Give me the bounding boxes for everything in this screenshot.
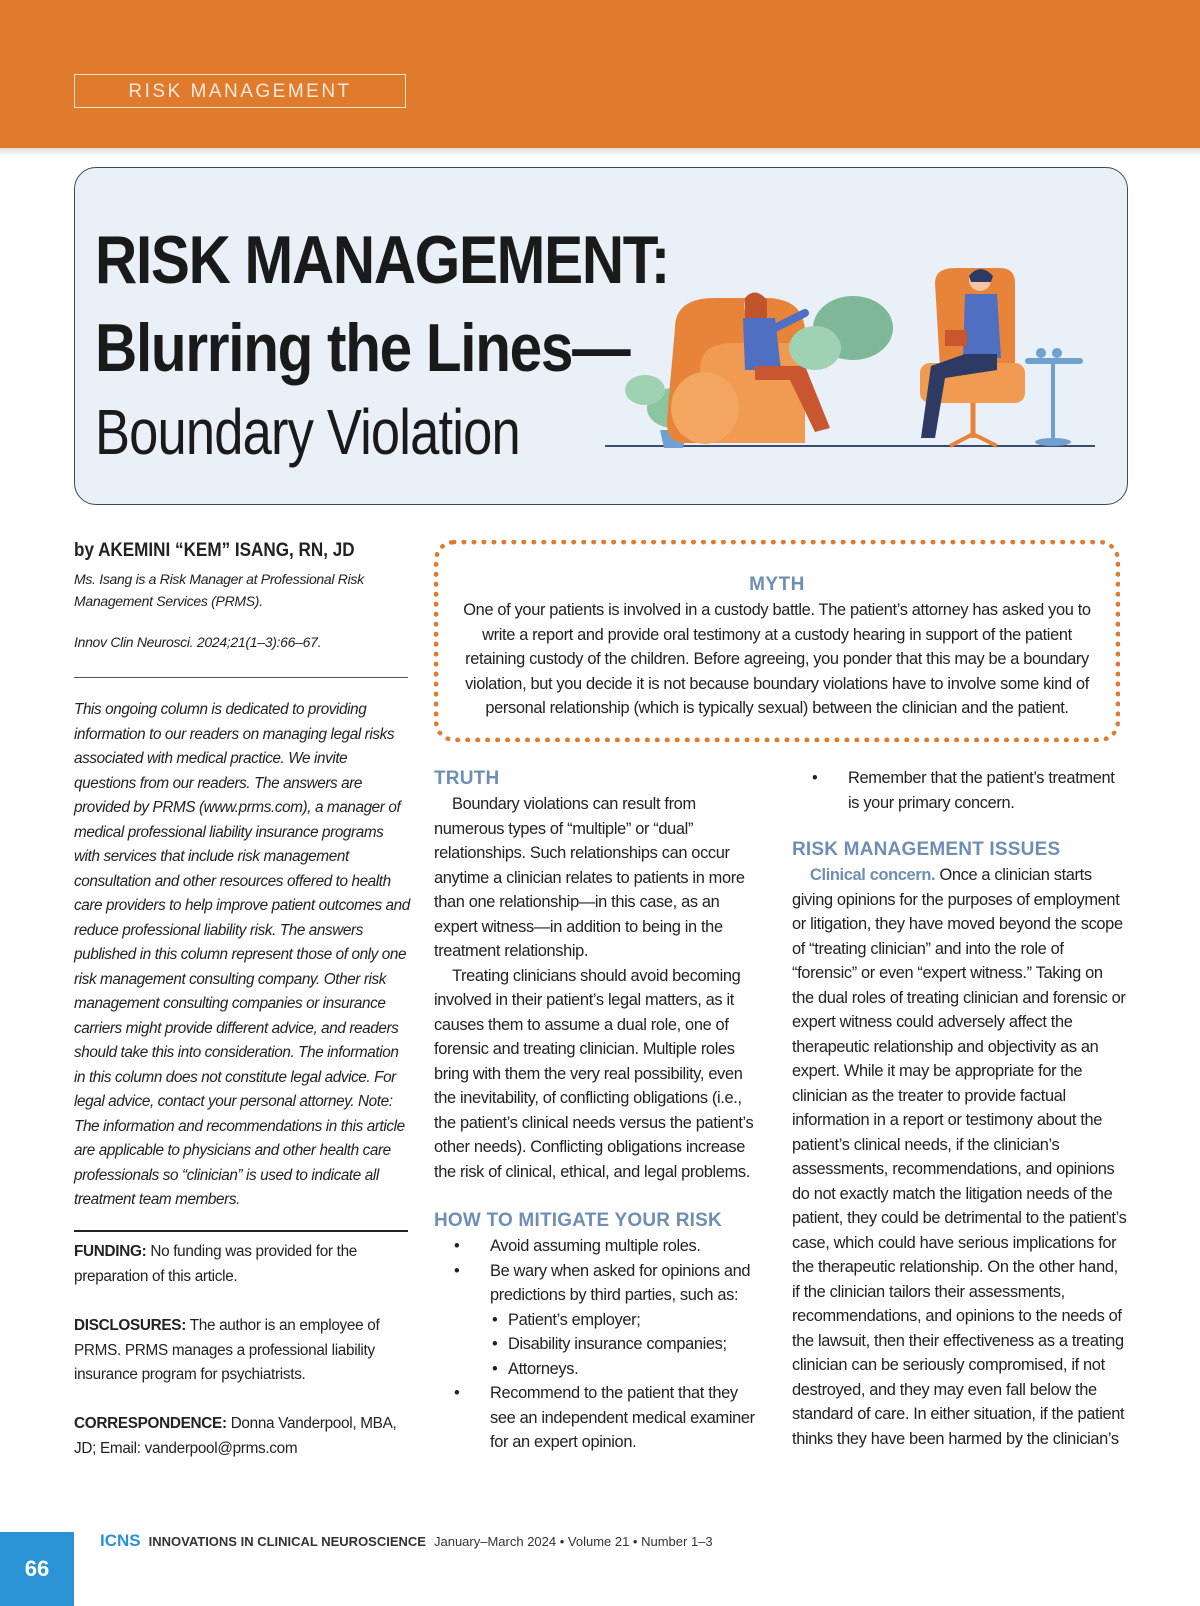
- myth-box: [434, 540, 1120, 742]
- funding-note: [74, 1240, 414, 1289]
- title-line-3: Boundary Violation: [95, 396, 520, 468]
- truth-heading: TRUTH: [434, 768, 500, 789]
- disclosures-text: The author is an employee of PRMS. PRMS manages a professional liability insurance program for psychiatrists.: [74, 1317, 380, 1383]
- therapy-session-illustration: [605, 258, 1105, 458]
- monstera-plant-icon: [789, 296, 893, 370]
- title-line-2: Blurring the Lines—: [95, 310, 630, 386]
- myth-title: MYTH: [749, 574, 805, 595]
- list-item-text: Recommend to the patient that they see an independent medical examiner for an expert opinion.: [490, 1384, 755, 1451]
- correspondence-text: Donna Vanderpool, MBA, JD; Email: vanderpool@prms.com: [74, 1415, 397, 1457]
- bullet: •: [492, 1310, 498, 1329]
- author-bio: Ms. Isang is a Risk Manager at Professional Risk Management Services (PRMS).: [74, 571, 364, 609]
- side-table-icon: [1025, 348, 1083, 446]
- disclosures-label: DISCLOSURES:: [74, 1317, 186, 1334]
- bullet: •: [454, 1237, 460, 1255]
- journal-brand: ICNS: [100, 1531, 141, 1550]
- funding-text: No funding was provided for the preparation of this article.: [74, 1243, 358, 1285]
- issues-heading: RISK MANAGEMENT ISSUES: [792, 839, 1061, 860]
- funding-label: FUNDING:: [74, 1243, 147, 1260]
- clinical-concern-subhead: Clinical concern.: [810, 866, 936, 884]
- list-item-text: Avoid assuming multiple roles.: [490, 1237, 701, 1255]
- sub-list-item: [434, 1308, 766, 1333]
- list-item: [792, 766, 1128, 815]
- sub-list-item-text: Disability insurance companies;: [508, 1335, 727, 1353]
- sub-list-item: [434, 1357, 766, 1382]
- mitigate-heading: HOW TO MITIGATE YOUR RISK: [434, 1210, 722, 1231]
- byline: by AKEMINI “KEM” ISANG, RN, JD: [74, 540, 355, 561]
- divider-thick: [74, 1230, 408, 1232]
- divider: [74, 677, 408, 678]
- sub-list-item: [434, 1332, 766, 1357]
- bullet: •: [492, 1335, 498, 1353]
- truth-paragraph-1: Boundary violations can result from numerous types of “multiple” or “dual” relationships. Such relationships can occur anytime a clinician relates to patients in more than one relationship—in this case, as an expert witness—in addition to being in the treatment relationship.: [434, 795, 745, 960]
- list-item: [434, 1259, 766, 1308]
- issue-info: January–March 2024 • Volume 21 • Number 1–3: [433, 1534, 713, 1549]
- bullet: •: [454, 1384, 460, 1402]
- journal-name: INNOVATIONS IN CLINICAL NEUROSCIENCE: [148, 1534, 426, 1549]
- issues-paragraph: [792, 863, 1128, 1451]
- hero-banner: [74, 167, 1128, 505]
- bullet: •: [812, 769, 818, 787]
- column-right: [792, 766, 1128, 1451]
- correspondence-label: CORRESPONDENCE:: [74, 1415, 227, 1432]
- citation: Innov Clin Neurosci. 2024;21(1–3):66–67.: [74, 634, 322, 650]
- title-line-1: RISK MANAGEMENT:: [95, 222, 669, 298]
- list-item-text: Be wary when asked for opinions and predictions by third parties, such as:: [490, 1261, 751, 1304]
- issues-text: Once a clinician starts giving opinions for the purposes of employment or litigation, they have moved beyond the scope of “treating clinician” and into the role of “forensic” or even “expert witness.” Taking on the dual roles of treating clinician and forensic or expert witness could adversely affect the therapeutic relationship and objectivity as an expert. While it may be appropriate for the clinician as the treater to provide factual information in a report or testimony about the patient’s clinical needs, if the clinician’s assessments, recommendations, and opinions do not exactly match the litigation needs of the patient, they could be detrimental to the patient’s case, which could have serious implications for the therapeutic relationship. On the other hand, if the clinician tailors their assessments, recommendations, and opinions to the needs of the lawsuit, then their effectiveness as a treating clinician can be seriously compromised, if not destroyed, and they may even fall below the standard of care. In either situation, if the patient thinks they have been harmed by the clinician’s: [792, 866, 1127, 1448]
- page-number: 66: [0, 1532, 74, 1606]
- section-tag: RISK MANAGEMENT: [74, 74, 406, 108]
- disclosures-note: [74, 1314, 414, 1388]
- sub-list-item-text: Attorneys.: [508, 1359, 579, 1378]
- list-item: [434, 1234, 766, 1259]
- column-intro: This ongoing column is dedicated to providing information to our readers on managing legal risks associated with medical practice. We invite questions from our readers. The answers are provided by PRMS (www.prms.com), a manager of medical professional liability insurance programs with services that include risk management consultation and other resources offered to health care providers to help improve patient outcomes and reduce professional liability risk. The answers published in this column represent those of only one risk management consulting company. Other risk management consulting companies or insurance carriers might provide different advice, and readers should take this into consideration. The information in this column does not constitute legal advice. For legal advice, contact your personal attorney. Note: The information and recommendations in this article are applicable to physicians and other health care professionals so “clinician” is used to indicate all treatment team members.: [74, 701, 410, 1208]
- sub-list-item-text: Patient’s employer;: [508, 1310, 641, 1329]
- correspondence-note: [74, 1412, 414, 1461]
- footer-journal-info: [100, 1531, 713, 1551]
- bullet: •: [492, 1359, 498, 1378]
- header-shadow: [0, 148, 1200, 156]
- truth-paragraph-2: Treating clinicians should avoid becoming involved in their patient’s legal matters, as it causes them to assume a dual role, one of forensic and treating clinician. Multiple roles bring with them the very real possibility, even the inevitability, of conflicting obligations (i.e., the patient’s clinical needs versus the patient’s other needs). Conflicting obligations increase the risk of clinical, ethical, and legal problems.: [434, 966, 754, 1181]
- column-middle: [434, 766, 766, 1455]
- bullet: •: [454, 1261, 460, 1280]
- list-item: [434, 1381, 766, 1455]
- myth-text: One of your patients is involved in a custody battle. The patient’s attorney has asked you to write a report and provide oral testimony at a custody hearing in support of the patient retaining custody of the children. Before agreeing, you ponder that this may be a boundary violation, but you decide it is not because boundary violations have to involve some kind of personal relationship (which is typically sexual) between the clinician and the patient.: [463, 601, 1091, 717]
- author-block: [74, 540, 408, 650]
- list-item-text: Remember that the patient’s treatment is your primary concern.: [848, 769, 1115, 812]
